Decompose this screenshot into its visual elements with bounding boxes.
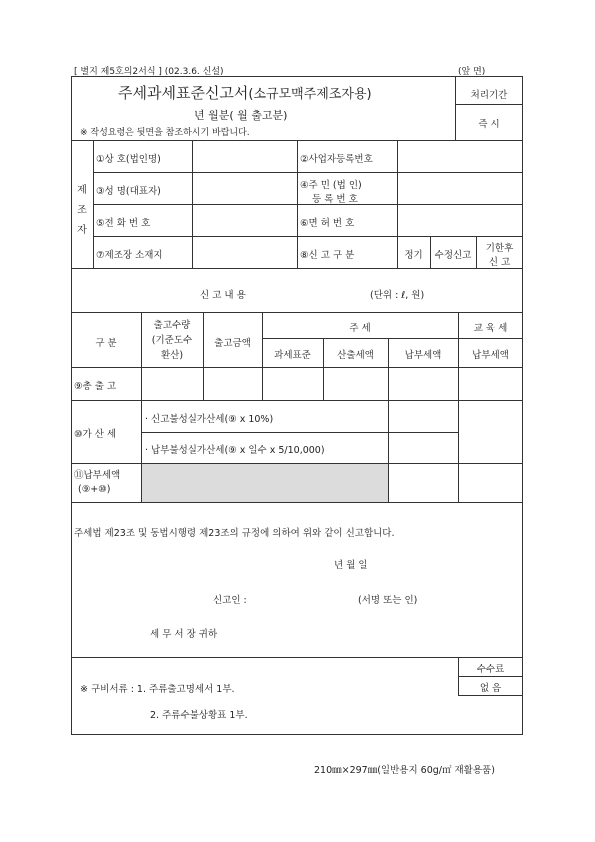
col-shipment-qty: 출고수량 (기준도수 환산) [151, 320, 193, 361]
form-number: [ 별지 제5호의2서식 ] (02.3.6. 신설) [74, 67, 224, 77]
declaration-date: 년 월 일 [334, 560, 368, 571]
col-education-payable-tax: 납부세액 [472, 350, 509, 361]
business-reg-no-label: ②사업자등록번호 [300, 154, 373, 165]
content-unit: (단위 : ℓ, 원) [370, 290, 425, 301]
recipient-label: 세 무 서 장 귀하 [150, 629, 218, 640]
processing-period-value: 즉 시 [478, 119, 500, 130]
registration-no-label: 등 록 번 호 [312, 194, 358, 205]
report-type-label: ⑧신 고 구 분 [300, 250, 355, 261]
col-shipment-amount: 출고금액 [214, 338, 251, 349]
row-penalty-tax: ⑩가 산 세 [74, 429, 117, 440]
report-type-regular: 정기 [404, 250, 423, 261]
form-title: 주세과세표준신고서(소규모맥주제조자용) [118, 84, 372, 102]
col-group-education-tax: 교 육 세 [473, 323, 508, 334]
row-payable-tax: ⑪납부세액 (⑨+⑩) [74, 470, 121, 495]
fee-value: 없 음 [479, 683, 502, 694]
paper-spec: 210㎜×297㎜(일반용지 60g/㎡ 재활용품) [314, 765, 495, 776]
resident-no-label: ④주 민 (법 인) [300, 180, 362, 191]
col-category: 구 분 [95, 338, 117, 349]
report-type-late-l1: 기한후 [485, 243, 514, 254]
factory-location-label: ⑦제조장 소재지 [96, 250, 163, 261]
reporter-label: 신고인 : [213, 595, 247, 606]
content-title: 신 고 내 용 [200, 290, 246, 301]
shaded-cell [141, 463, 388, 502]
name-label: ③성 명(대표자) [96, 186, 161, 197]
col-group-liquor-tax: 주 세 [349, 323, 371, 334]
signature-label: (서명 또는 인) [358, 595, 418, 606]
trade-name-label: ①상 호(법인명) [96, 154, 161, 165]
col-calculated-tax: 산출세액 [337, 350, 374, 361]
report-type-late-l2: 신 고 [488, 257, 511, 268]
phone-label: ⑤전 화 번 호 [96, 218, 151, 229]
license-no-label: ⑥면 허 번 호 [300, 218, 355, 229]
maker-group-label: 제 조 자 [77, 185, 87, 236]
penalty-payment-line: · 납부불성실가산세(⑨ x 일수 x 5/10,000) [145, 445, 325, 456]
form-period: 년 월분( 월 출고분) [194, 109, 288, 122]
processing-period-label: 처리기간 [470, 90, 508, 101]
col-payable-tax: 납부세액 [404, 350, 442, 361]
penalty-report-line: · 신고불성실가산세(⑨ x 10%) [145, 414, 274, 425]
attachments-item-1: ※ 구비서류 : 1. 주류출고명세서 1부. [80, 684, 235, 695]
report-type-amended: 수정신고 [434, 250, 472, 261]
row-total-shipment: ⑨총 출 고 [74, 381, 117, 392]
page-side-label: (앞 면) [458, 67, 486, 77]
declaration-text: 주세법 제23조 및 동법시행령 제23조의 규정에 의하여 위와 같이 신고합니다. [74, 528, 395, 539]
col-tax-base: 과세표준 [274, 350, 311, 361]
attachments-item-2: 2. 주류수불상황표 1부. [150, 710, 248, 721]
form-note: ※ 작성요령은 뒷면을 참조하시기 바랍니다. [80, 128, 250, 138]
fee-label: 수수료 [476, 664, 505, 675]
